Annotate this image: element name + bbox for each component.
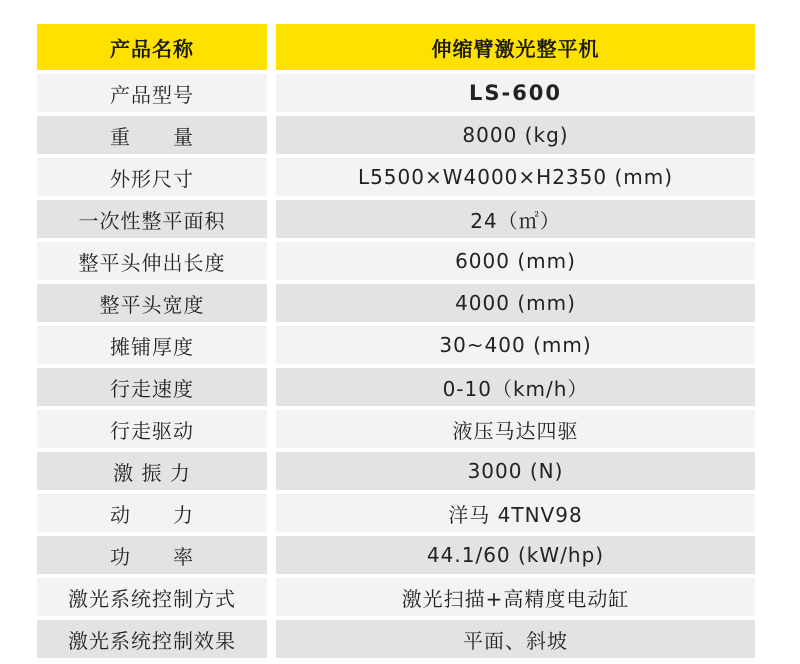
row-label: 激 振 力 bbox=[37, 452, 267, 490]
row-value: LS-600 bbox=[276, 74, 755, 112]
table-row bbox=[37, 116, 755, 154]
row-label: 激光系统控制效果 bbox=[37, 620, 267, 658]
table-row bbox=[37, 536, 755, 574]
row-value: 液压马达四驱 bbox=[276, 410, 755, 448]
row-label: 摊铺厚度 bbox=[37, 326, 267, 364]
table-row bbox=[37, 494, 755, 532]
row-value: 激光扫描+高精度电动缸 bbox=[276, 578, 755, 616]
table-row bbox=[37, 620, 755, 658]
row-value: 洋马 4TNV98 bbox=[276, 494, 755, 532]
row-label: 整平头宽度 bbox=[37, 284, 267, 322]
row-value: 平面、斜坡 bbox=[276, 620, 755, 658]
row-label: 重 量 bbox=[37, 116, 267, 154]
row-value: L5500×W4000×H2350 (mm) bbox=[276, 158, 755, 196]
row-label: 激光系统控制方式 bbox=[37, 578, 267, 616]
row-label: 外形尺寸 bbox=[37, 158, 267, 196]
row-value: 30~400 (mm) bbox=[276, 326, 755, 364]
spec-table bbox=[37, 24, 755, 662]
table-row bbox=[37, 326, 755, 364]
row-label: 行走速度 bbox=[37, 368, 267, 406]
row-value: 4000 (mm) bbox=[276, 284, 755, 322]
table-header-row bbox=[37, 24, 755, 70]
table-row bbox=[37, 284, 755, 322]
row-value: 44.1/60 (kW/hp) bbox=[276, 536, 755, 574]
table-row bbox=[37, 410, 755, 448]
header-label-cell: 产品名称 bbox=[37, 24, 267, 70]
table-row bbox=[37, 74, 755, 112]
table-row bbox=[37, 452, 755, 490]
row-value: 0-10（km/h） bbox=[276, 368, 755, 406]
table-row bbox=[37, 242, 755, 280]
table-row bbox=[37, 200, 755, 238]
row-value: 8000 (kg) bbox=[276, 116, 755, 154]
row-value: 6000 (mm) bbox=[276, 242, 755, 280]
row-label: 行走驱动 bbox=[37, 410, 267, 448]
row-value: 24（㎡） bbox=[276, 200, 755, 238]
row-label: 功 率 bbox=[37, 536, 267, 574]
row-label: 一次性整平面积 bbox=[37, 200, 267, 238]
row-label: 整平头伸出长度 bbox=[37, 242, 267, 280]
table-row bbox=[37, 158, 755, 196]
row-value: 3000 (N) bbox=[276, 452, 755, 490]
table-row bbox=[37, 368, 755, 406]
row-label: 动 力 bbox=[37, 494, 267, 532]
header-value-cell: 伸缩臂激光整平机 bbox=[276, 24, 755, 70]
row-label: 产品型号 bbox=[37, 74, 267, 112]
table-row bbox=[37, 578, 755, 616]
